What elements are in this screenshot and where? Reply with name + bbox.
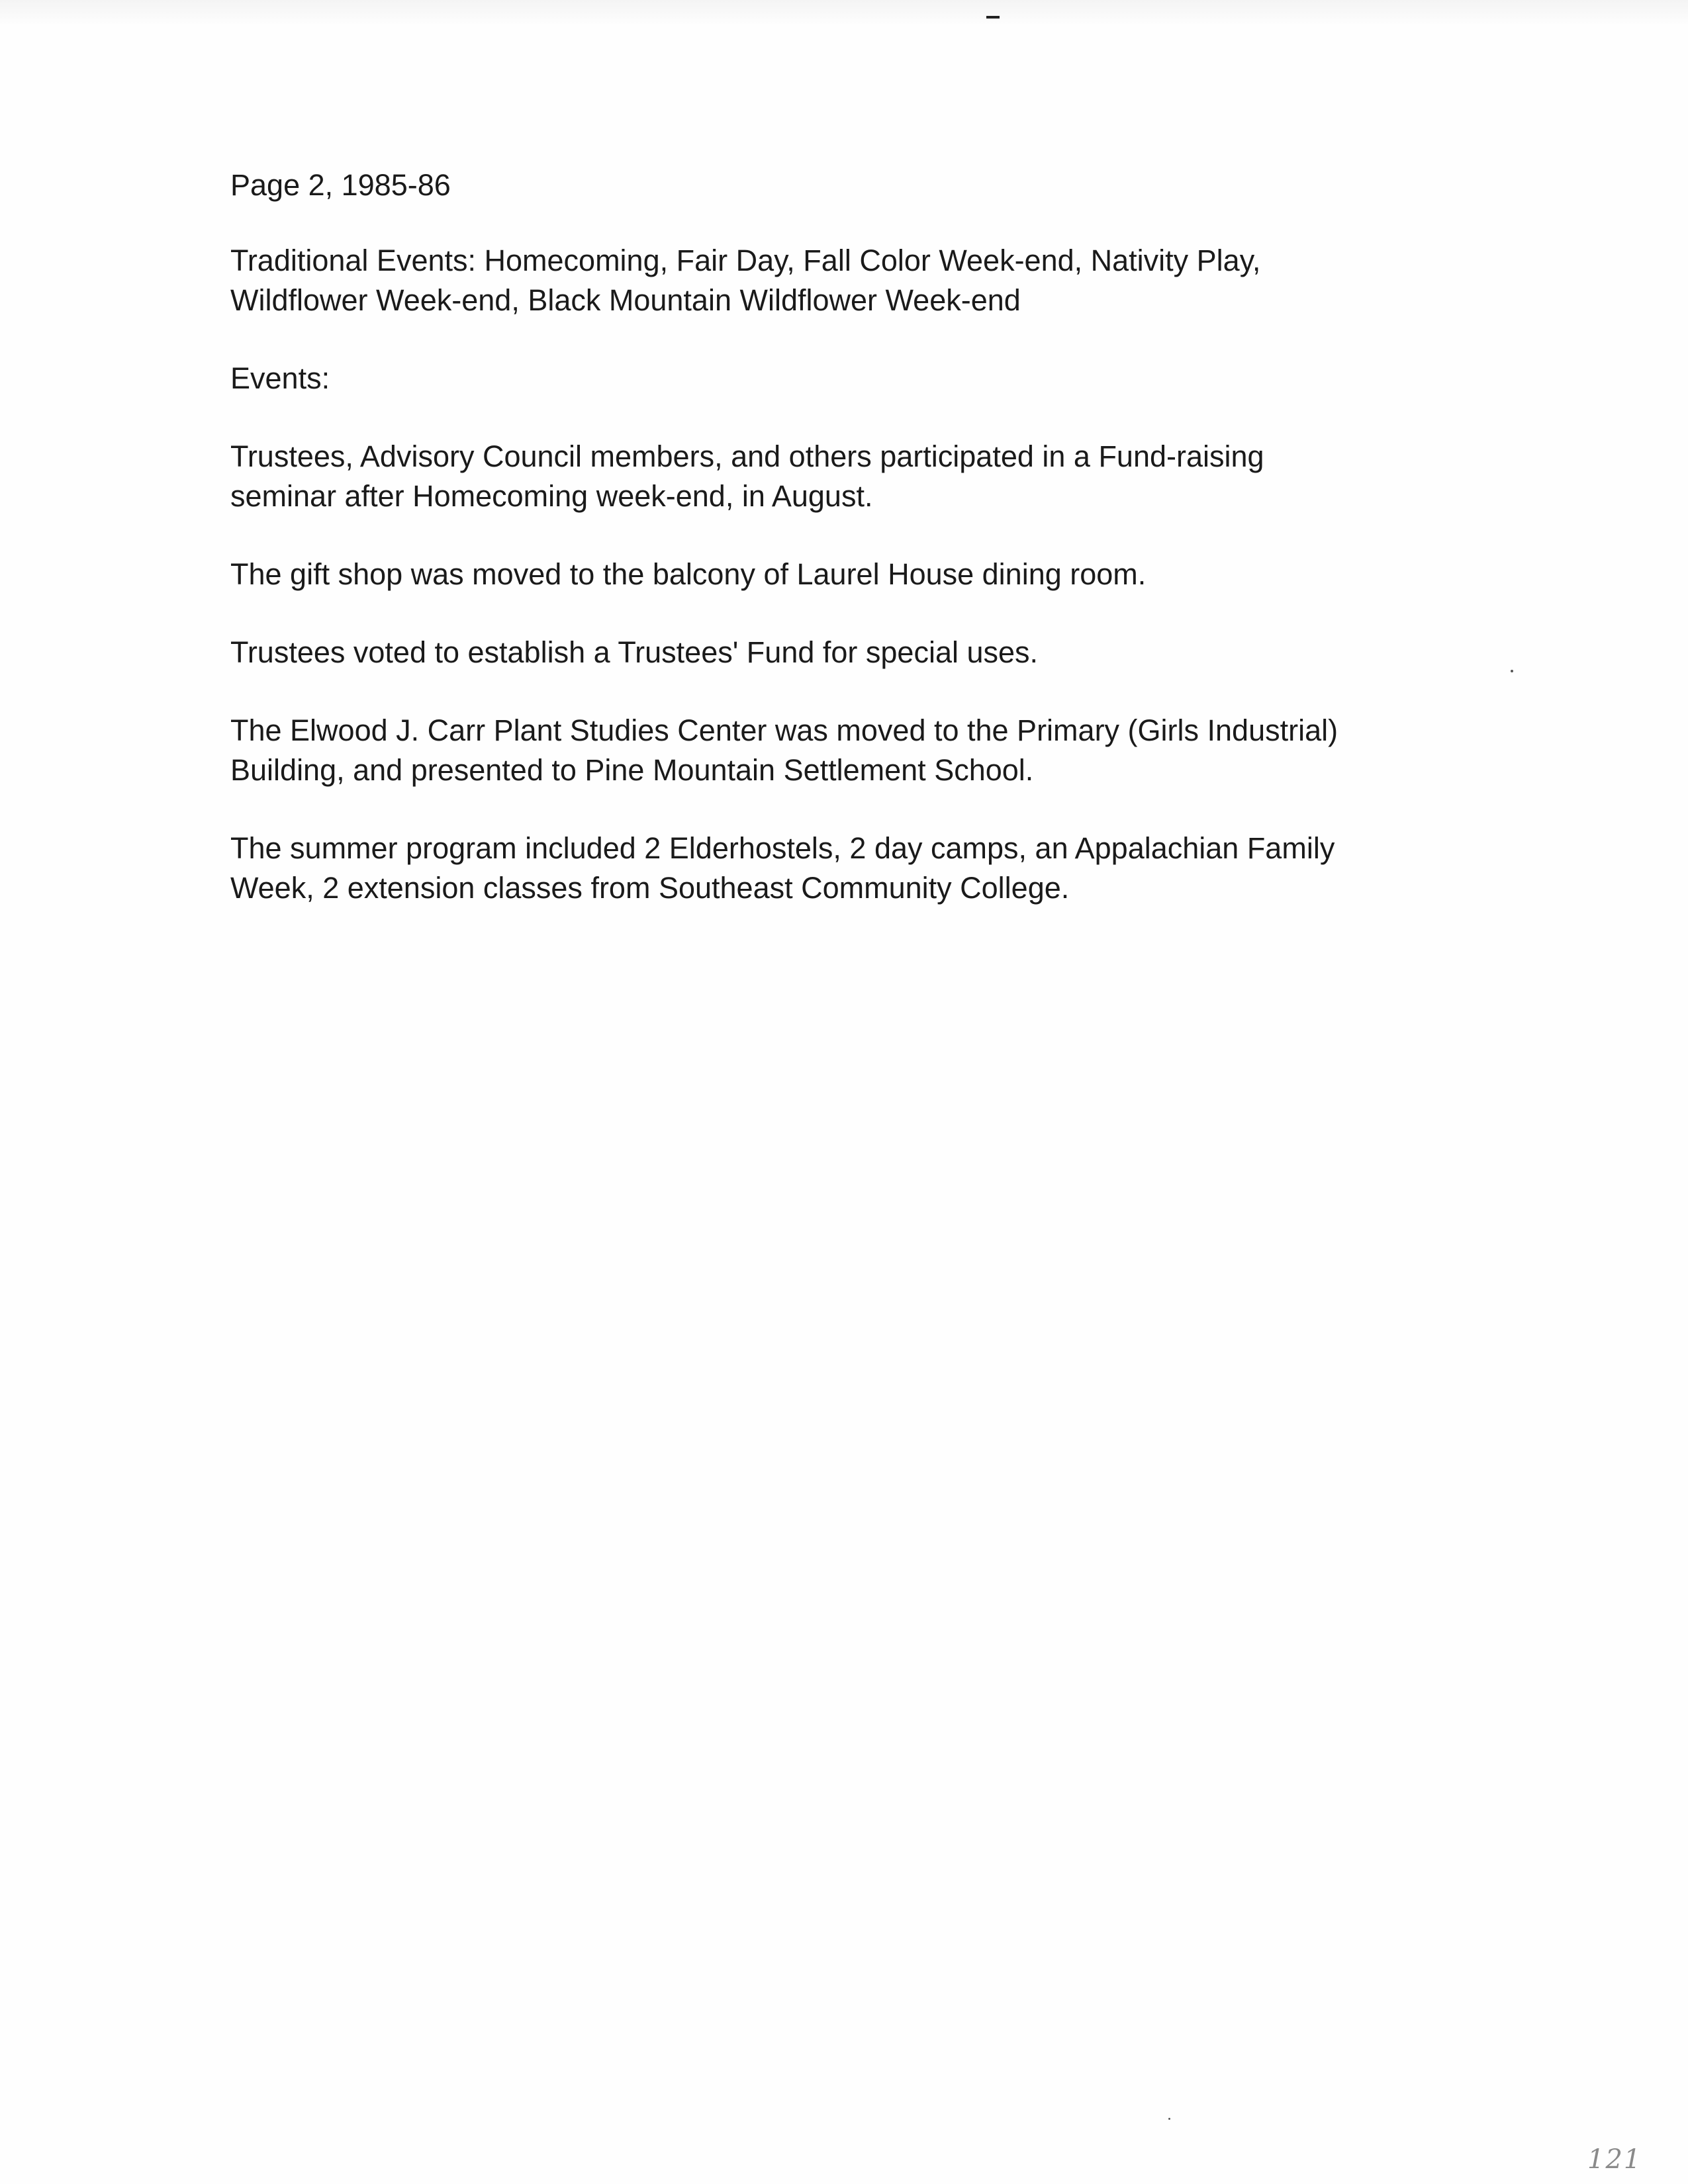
- paragraph-summer-program: The summer program included 2 Elderhostels, 2 day camps, an Appalachian Family Week, 2 extension classes from Southeast Community College.: [230, 831, 1335, 905]
- paragraph-gift-shop: The gift shop was moved to the balcony of Laurel House dining room.: [230, 557, 1147, 591]
- scan-speck: [1168, 2118, 1170, 2120]
- page-header: Page 2, 1985-86: [230, 168, 451, 202]
- scan-top-edge: [0, 0, 1688, 26]
- document-body: [230, 165, 1528, 946]
- scan-mark: [986, 16, 1000, 19]
- paragraph-plant-studies-center: The Elwood J. Carr Plant Studies Center was moved to the Primary (Girls Industrial) Building, and presented to Pine Mountain Settlement School.: [230, 713, 1338, 787]
- paragraph-fund-raising: Trustees, Advisory Council members, and others participated in a Fund-raising seminar after Homecoming week-end, in August.: [230, 439, 1264, 513]
- paragraph-trustees-fund: Trustees voted to establish a Trustees' Fund for special uses.: [230, 635, 1039, 669]
- paragraph-events-heading: Events:: [230, 361, 330, 395]
- handwritten-page-number: 121: [1587, 2144, 1642, 2175]
- scan-speck: [1511, 670, 1513, 672]
- paragraph-traditional-events: Traditional Events: Homecoming, Fair Day, Fall Color Week-end, Nativity Play, Wildflower Week-end, Black Mountain Wildflower Week-end: [230, 244, 1261, 317]
